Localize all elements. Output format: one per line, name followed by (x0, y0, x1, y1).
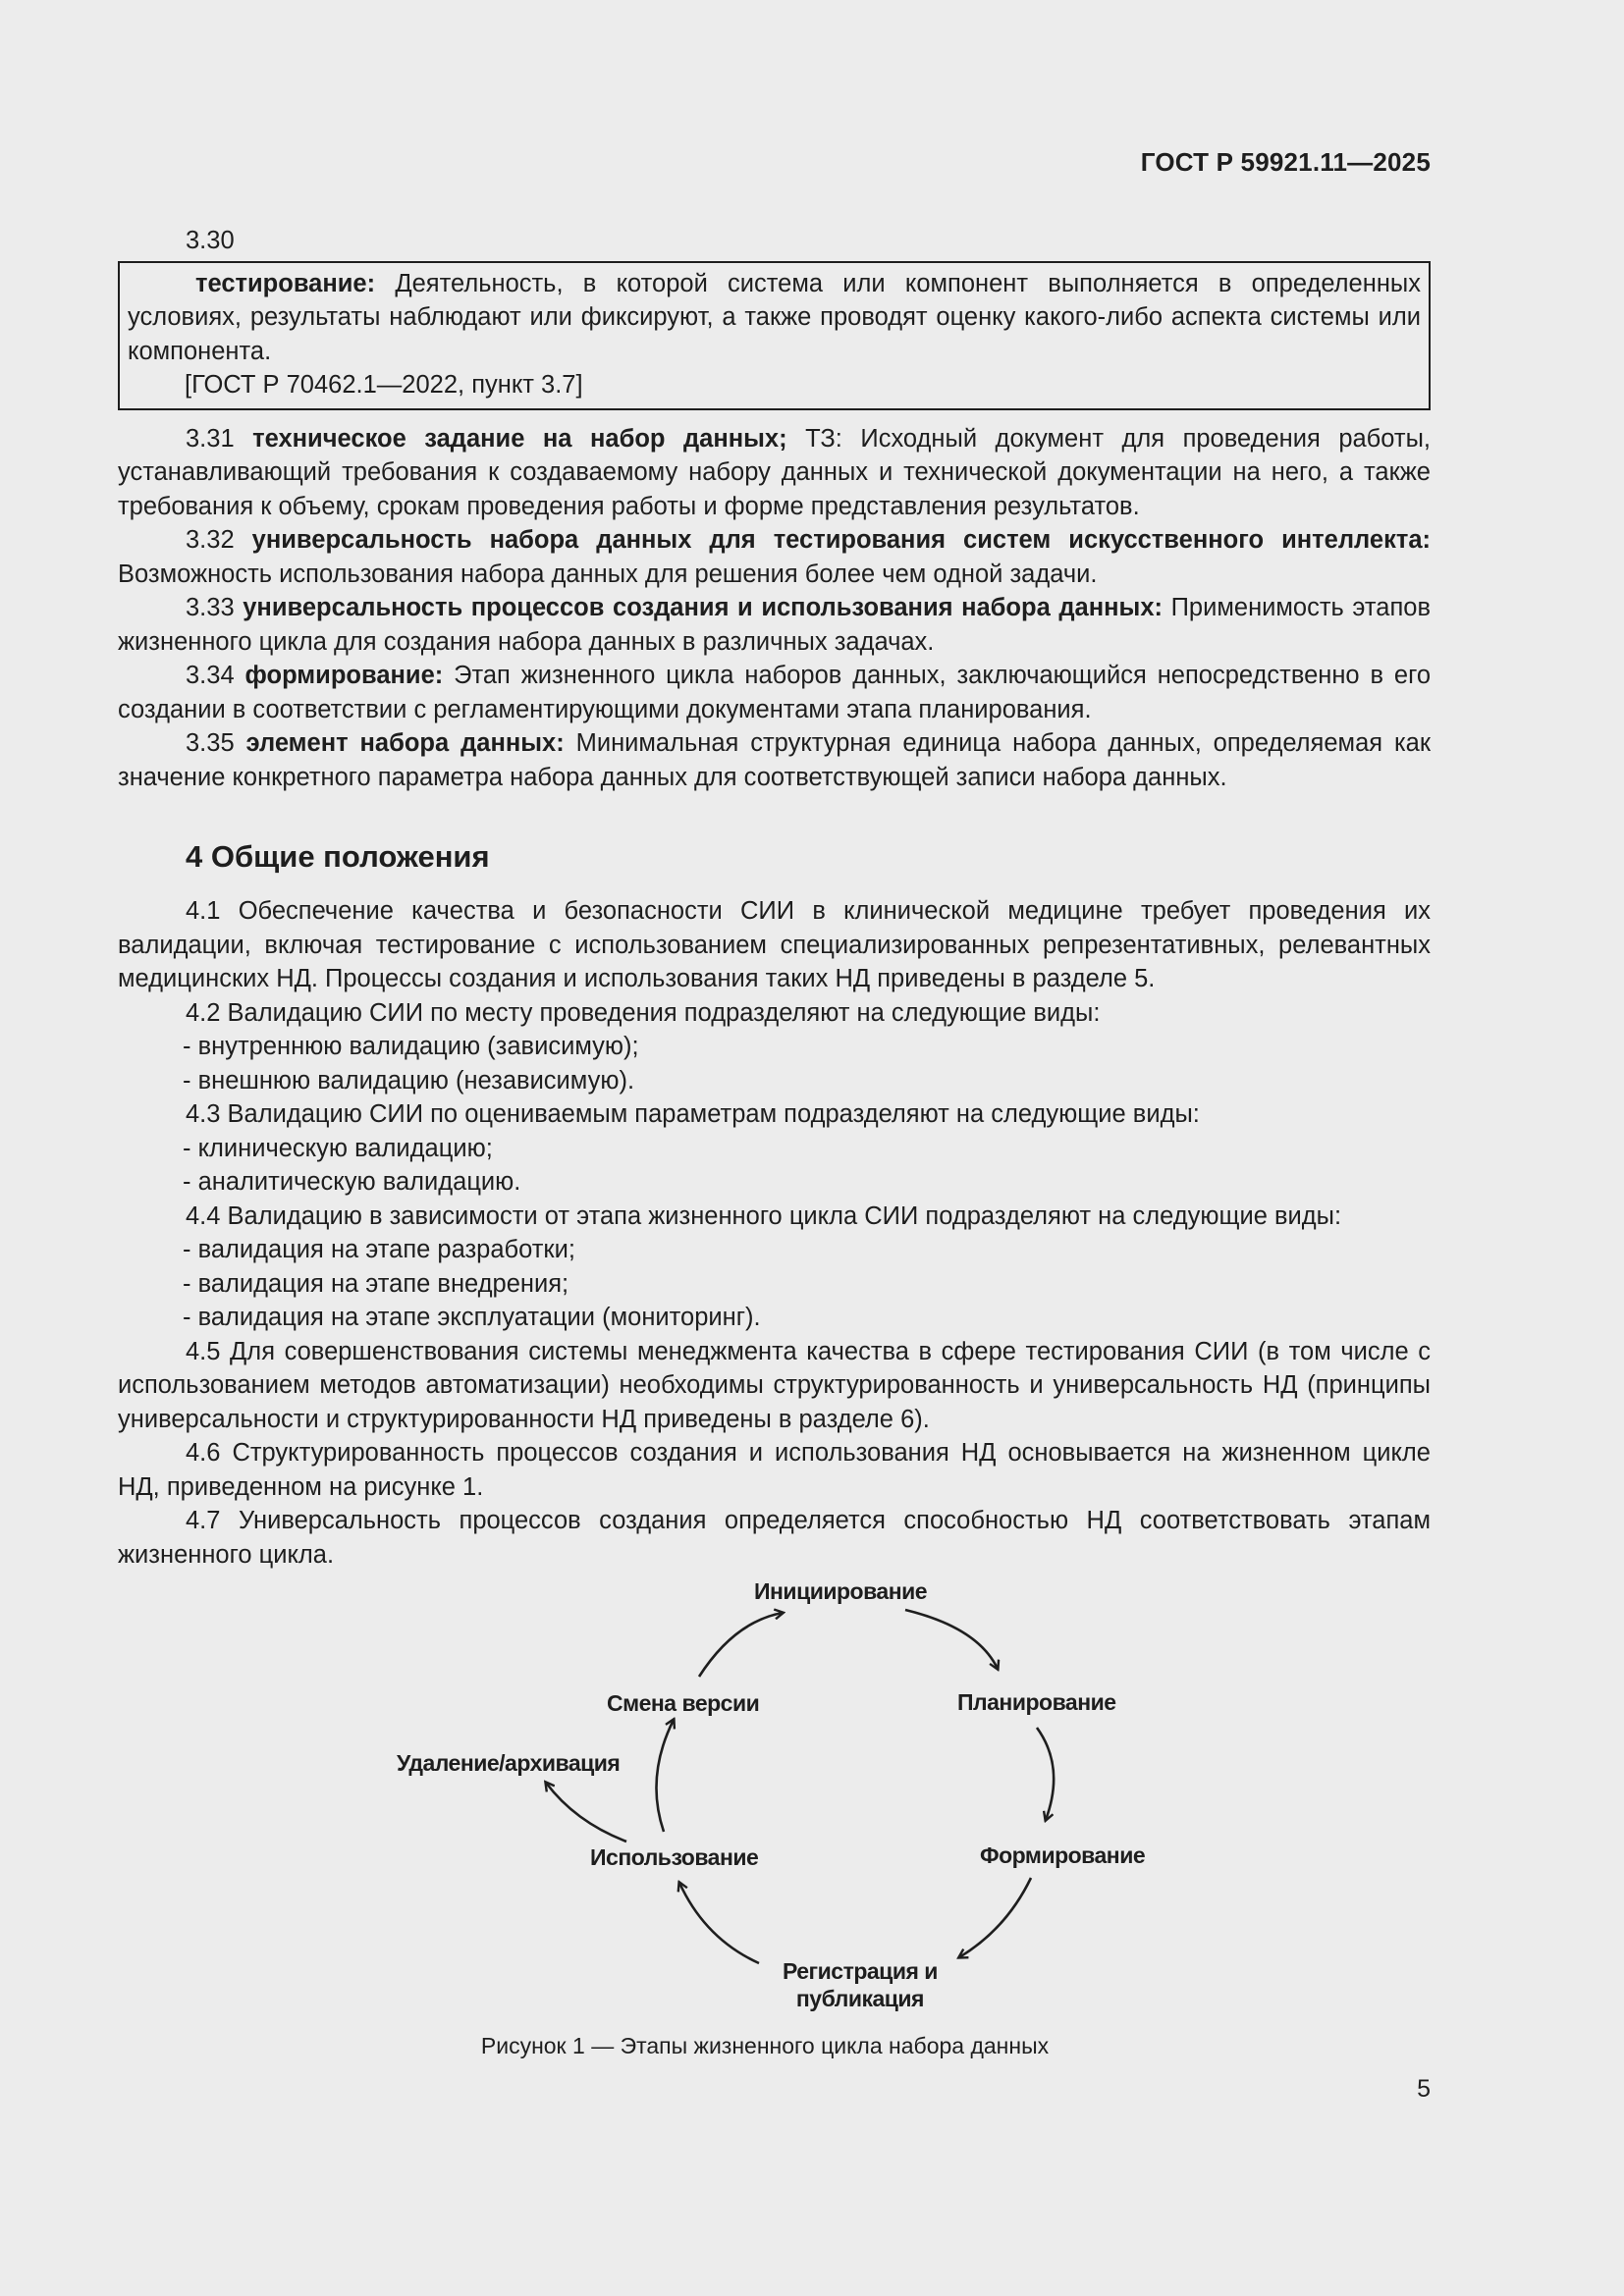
term-3-31: 3.31 техническое задание на набор данных; ТЗ: Исходный документ для проведения работы, устанавливающий требования к создаваемому набору данных и технической документации на него, а также требования к объему, срокам проведения работы и форме представления результатов. (118, 424, 1431, 520)
arrow-registration-to-usage (679, 1883, 759, 1963)
term-3-35: 3.35 элемент набора данных: Минимальная структурная единица набора данных, определяемая как значение конкретного параметра набора данных для соответствующей записи набора данных. (118, 729, 1432, 791)
paragraph-4-6: 4.6 Структурированность процессов создания и использования НД основывается на жизненном цикле НД, приведенном на рисунке 1. (118, 1439, 1431, 1501)
term-3-33: 3.33 универсальность процессов создания и использования набора данных: Применимость этапов жизненного цикла для создания набора данных в различных задачах. (118, 594, 1431, 656)
arrow-formation-to-registration (959, 1878, 1031, 1957)
paragraph-4-5: 4.5 Для совершенствования системы менеджмента качества в сфере тестирования СИИ (в том числе с использованием методов автоматизации) необходимы структурированность и универсальность НД (принципы универсальности и структурированности НД приведены в разделе 6). (118, 1337, 1431, 1433)
term-3-34: 3.34 формирование: Этап жизненного цикла наборов данных, заключающийся непосредственно в его создании в соответствии с регламентирующими документами этапа планирования. (118, 662, 1432, 723)
figure-caption: Рисунок 1 — Этапы жизненного цикла набора данных (480, 2033, 1050, 2058)
term-number: 3.30 (186, 227, 235, 254)
list-item: - клиническую валидацию; (183, 1134, 493, 1162)
stage-formation: Формирование (980, 1842, 1146, 1868)
page-body (118, 224, 1431, 1572)
term-text: Деятельность, в которой система или компонент выполняется в определенных условиях, результаты наблюдают или фиксируют, а также проводят оценку какого-либо аспекта системы или компонента. (128, 269, 1421, 365)
stage-planning: Планирование (957, 1689, 1116, 1715)
term-source: [ГОСТ Р 70462.1—2022, пункт 3.7] (185, 371, 583, 399)
paragraph-4-1: 4.1 Обеспечение качества и безопасности СИИ в клинической медицине требует проведения их валидации, включая тестирование с использованием специализированных репрезентативных, релевантных медицинских НД. Процессы создания и использования таких НД приведены в разделе 5. (118, 897, 1431, 992)
term-definition (128, 267, 1421, 369)
arrow-initiation-to-planning (905, 1610, 998, 1669)
stage-usage: Использование (590, 1844, 759, 1870)
stage-version-change: Смена версии (607, 1690, 760, 1716)
arrow-usage-to-deletion (546, 1783, 626, 1842)
section-heading: 4 Общие положения (186, 839, 490, 874)
stage-initiation: Инициирование (754, 1578, 928, 1604)
list-item: - аналитическую валидацию. (183, 1168, 521, 1196)
paragraph-4-7: 4.7 Универсальность процессов создания определяется способностью НД соответствовать этапам жизненного цикла. (118, 1507, 1431, 1569)
paragraph-4-4: 4.4 Валидацию в зависимости от этапа жизненного цикла СИИ подразделяют на следующие виды: (186, 1201, 1342, 1230)
stage-deletion: Удаление/архивация (397, 1750, 621, 1776)
term-3-32: 3.32 универсальность набора данных для тестирования систем искусственного интеллекта: Возможность использования набора данных для решения более чем одной задачи. (118, 526, 1431, 588)
arrow-usage-to-version (656, 1720, 674, 1832)
paragraph-4-2: 4.2 Валидацию СИИ по месту проведения подразделяют на следующие виды: (186, 998, 1101, 1027)
term-title: тестирование: (195, 269, 376, 297)
list-item: - валидация на этапе внедрения; (183, 1269, 569, 1298)
page-number: 5 (1417, 2075, 1431, 2103)
term-definition-box (118, 261, 1431, 410)
list-item: - валидация на этапе разработки; (183, 1236, 575, 1263)
standard-designation: ГОСТ Р 59921.11—2025 (1140, 147, 1431, 177)
list-item: - валидация на этапе эксплуатации (мониторинг). (183, 1304, 761, 1331)
paragraph-4-3: 4.3 Валидацию СИИ по оцениваемым параметрам подразделяют на следующие виды: (186, 1100, 1200, 1128)
arrow-version-to-initiation (699, 1613, 783, 1677)
list-item: - внешнюю валидацию (независимую). (183, 1066, 635, 1095)
list-item: - внутреннюю валидацию (зависимую); (183, 1033, 639, 1060)
arrow-planning-to-formation (1037, 1728, 1054, 1820)
stage-registration: Регистрация и публикация (783, 1958, 938, 2011)
